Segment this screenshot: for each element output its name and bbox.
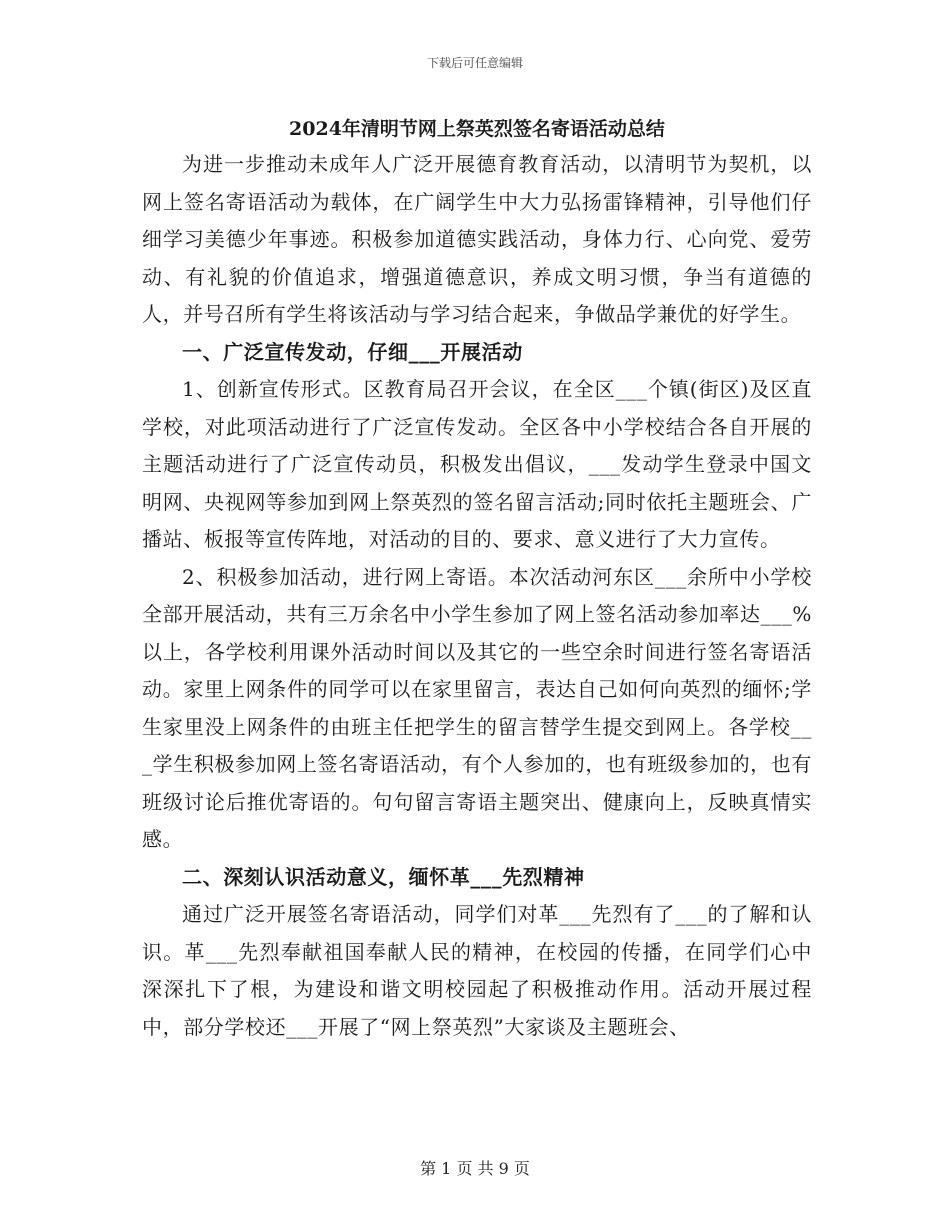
- section-1-heading: 一、广泛宣传发动，仔细___开展活动: [182, 339, 523, 364]
- document-body: [142, 112, 812, 1046]
- section-2-paragraph-1: 通过广泛开展签名寄语活动，同学们对革___先烈有了___的了解和认识。革___先烈奉献祖国奉献人民的精神，在校园的传播，在同学们心中深深扎下了根，为建设和谐文明校园起了积极推动作用。活动开展过程中，部分学校还___开展了“网上祭英烈”大家谈及主题班会、: [142, 902, 812, 1039]
- intro-paragraph: 为进一步推动未成年人广泛开展德育教育活动，以清明节为契机，以网上签名寄语活动为载体，在广阔学生中大力弘扬雷锋精神，引导他们仔细学习美德少年事迹。积极参加道德实践活动，身体力行、心向党、爱劳动、有礼貌的价值追求，增强道德意识，养成文明习惯，争当有道德的人，并号召所有学生将该活动与学习结合起来，争做品学兼优的好学生。: [142, 152, 812, 326]
- section-1-paragraph-1: 1、创新宣传形式。区教育局召开会议，在全区___个镇(街区)及区直学校，对此项活动进行了广泛宣传发动。全区各中小学校结合各自开展的主题活动进行了广泛宣传动员，积极发出倡议，___发动学生登录中国文明网、央视网等参加到网上祭英烈的签名留言活动;同时依托主题班会、广播站、板报等宣传阵地，对活动的目的、要求、意义进行了大力宣传。: [142, 377, 812, 551]
- page-number: 第 1 页 共 9 页: [420, 1159, 530, 1178]
- page-header-note: 下载后可任意编辑: [426, 56, 523, 70]
- section-2-heading: 二、深刻认识活动意义，缅怀革___先烈精神: [182, 864, 585, 889]
- document-title: 2024年清明节网上祭英烈签名寄语活动总结: [289, 118, 665, 140]
- section-1-paragraph-2: 2、积极参加活动，进行网上寄语。本次活动河东区___余所中小学校全部开展活动，共有三万余名中小学生参加了网上签名活动参加率达___%以上，各学校利用课外活动时间以及其它的一些空余时间进行签名寄语活动。家里上网条件的同学可以在家里留言，表达自己如何向英烈的缅怀;学生家里没上网条件的由班主任把学生的留言替学生提交到网上。各学校___学生积极参加网上签名寄语活动，有个人参加的，也有班级参加的，也有班级讨论后推优寄语的。句句留言寄语主题突出、健康向上，反映真情实感。: [142, 564, 812, 851]
